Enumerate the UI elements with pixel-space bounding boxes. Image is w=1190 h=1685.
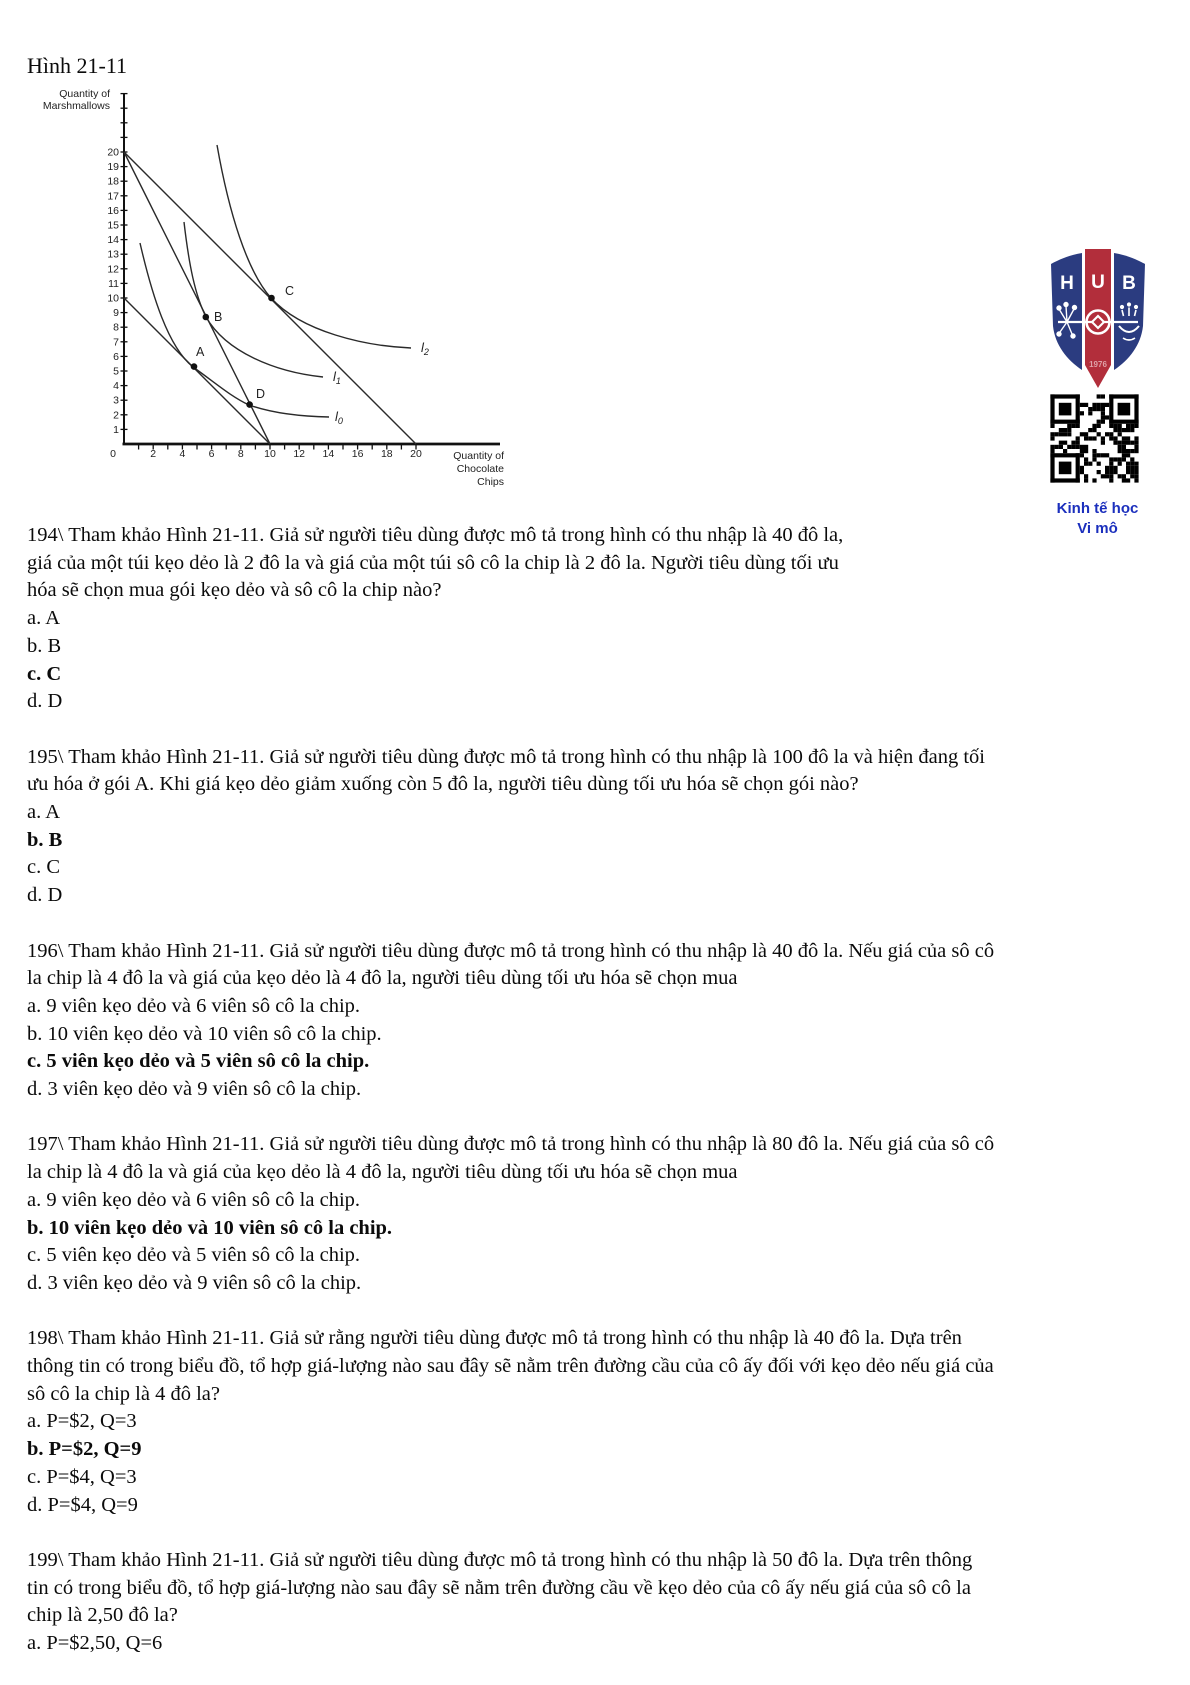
svg-text:Quantity of: Quantity of (453, 450, 504, 462)
y-tick-18: 18 (107, 175, 119, 188)
question-text-line: 194\ Tham khảo Hình 21-11. Giả sử người tiêu dùng được mô tả trong hình có thu nhập là 40 đô la, (27, 524, 844, 546)
x-tick-12: 12 (293, 448, 306, 460)
answer-option-c: c. C (27, 662, 62, 685)
svg-text:Quantity of: Quantity of (59, 88, 110, 100)
question-text-line: la chip là 4 đô la và giá của kẹo dẻo là 4 đô la, người tiêu dùng tối ưu hóa sẽ chọn mua (27, 1161, 738, 1184)
y-tick-5: 5 (113, 365, 119, 378)
answer-option-a: a. P=$2, Q=3 (27, 1410, 137, 1433)
x-axis-tick-labels (110, 448, 422, 460)
answer-option-b: b. 10 viên kẹo dẻo và 10 viên sô cô la chip. (27, 1216, 393, 1239)
x-tick-2: 2 (150, 448, 157, 460)
logo-caption-course: Vi mô (1077, 520, 1118, 537)
y-tick-7: 7 (113, 336, 119, 349)
question-text-line: giá của một túi kẹo dẻo là 2 đô la và giá của một túi sô cô la chip là 2 đô la. Người tiêu dùng tối ưu (27, 551, 839, 574)
y-tick-8: 8 (113, 321, 119, 334)
question-text-line: 199\ Tham khảo Hình 21-11. Giả sử người tiêu dùng được mô tả trong hình có thu nhập là 50 đô la. Dựa trên thông (27, 1548, 973, 1571)
answer-option-d: d. D (27, 690, 63, 713)
question-text-line: la chip là 4 đô la và giá của kẹo dẻo là 4 đô la, người tiêu dùng tối ưu hóa sẽ chọn mua (27, 967, 738, 990)
logo-caption-subject: Kinh tế học (1056, 500, 1139, 517)
point-C-label: C (285, 284, 295, 298)
x-tick-10: 10 (264, 448, 276, 460)
budget-line-20-to-10 (124, 152, 270, 444)
question-196 (27, 938, 1177, 1104)
curve-label-I1: $l_1$ (333, 369, 341, 386)
logo-letter-b: B (1122, 273, 1136, 294)
x-tick-14: 14 (322, 448, 335, 460)
x-axis-title (453, 450, 504, 488)
hub-university-logo (1048, 246, 1148, 394)
answer-option-a: a. 9 viên kẹo dẻo và 6 viên sô cô la chip. (27, 1188, 361, 1211)
point-A-label: A (196, 345, 205, 359)
y-tick-17: 17 (107, 190, 119, 203)
svg-text:Marshmallows: Marshmallows (42, 100, 110, 112)
question-text-line: hóa sẽ chọn mua gói kẹo dẻo và sô cô la chip nào? (27, 579, 442, 602)
budget-line-10-to-10 (124, 298, 270, 444)
question-text-line: 195\ Tham khảo Hình 21-11. Giả sử người tiêu dùng được mô tả trong hình có thu nhập là 100 đô la và hiện đang tối (27, 745, 986, 768)
indifference-curve-chart (30, 85, 510, 495)
y-axis-title (43, 88, 110, 112)
y-tick-19: 19 (107, 161, 119, 174)
answer-option-b: b. 10 viên kẹo dẻo và 10 viên sô cô la chip. (27, 1022, 382, 1045)
answer-option-d: d. 3 viên kẹo dẻo và 9 viên sô cô la chip. (27, 1271, 362, 1294)
x-tick-8: 8 (237, 448, 244, 460)
question-text-line: tin có trong biểu đồ, tổ hợp giá-lượng nào sau đây sẽ nằm trên đường cầu về kẹo dẻo của cô ấy nếu giá của sô cô la (27, 1576, 971, 1599)
y-tick-4: 4 (113, 380, 119, 393)
answer-option-b: b. B (27, 634, 62, 657)
y-tick-3: 3 (113, 394, 119, 407)
question-199 (27, 1547, 1177, 1658)
answer-option-c: c. P=$4, Q=3 (27, 1465, 137, 1488)
question-text-line: sô cô la chip là 4 đô la? (27, 1382, 220, 1405)
indifference-curve-I2 (217, 145, 411, 348)
answer-option-d: d. 3 viên kẹo dẻo và 9 viên sô cô la chip. (27, 1078, 362, 1101)
svg-text:Chips: Chips (477, 476, 504, 488)
question-197 (27, 1131, 1177, 1297)
y-tick-12: 12 (107, 263, 119, 276)
answer-option-c: c. 5 viên kẹo dẻo và 5 viên sô cô la chip. (27, 1244, 361, 1267)
y-tick-14: 14 (107, 234, 119, 247)
origin-label: 0 (110, 448, 116, 460)
question-text-line: ưu hóa ở gói A. Khi giá kẹo dẻo giảm xuống còn 5 đô la, người tiêu dùng tối ưu hóa sẽ chọn gói nào? (27, 773, 859, 796)
y-tick-11: 11 (108, 277, 119, 290)
question-text-line: 198\ Tham khảo Hình 21-11. Giả sử rằng người tiêu dùng được mô tả trong hình có thu nhập là 40 đô la. Dựa trên (27, 1327, 962, 1350)
logo-letter-u: U (1091, 272, 1105, 293)
indifference-curve-I1 (184, 222, 323, 377)
y-axis-tick-labels (107, 147, 119, 436)
questions-section (27, 522, 1177, 1685)
answer-option-b: b. P=$2, Q=9 (27, 1438, 142, 1461)
indifference-curve-I0 (140, 243, 329, 417)
x-tick-18: 18 (380, 448, 393, 460)
logo-year: 1976 (1089, 360, 1107, 369)
question-195 (27, 744, 1177, 910)
point-C-dot (268, 295, 275, 302)
answer-option-a: a. 9 viên kẹo dẻo và 6 viên sô cô la chip. (27, 994, 361, 1017)
y-tick-2: 2 (113, 409, 119, 422)
question-text-line: thông tin có trong biểu đồ, tổ hợp giá-lượng nào sau đây sẽ nằm trên đường cầu của cô ấy đối với kẹo dẻo nếu giá của (27, 1355, 994, 1378)
answer-option-c: c. 5 viên kẹo dẻo và 5 viên sô cô la chip. (27, 1050, 370, 1073)
curve-label-I2: $l_2$ (421, 340, 429, 357)
indifference-curves (140, 145, 411, 417)
answer-option-d: d. D (27, 884, 63, 907)
answer-option-d: d. P=$4, Q=9 (27, 1493, 138, 1516)
figure-title: Hình 21-11 (27, 53, 128, 78)
qr-code (1046, 390, 1143, 487)
answer-option-a: a. P=$2,50, Q=6 (27, 1632, 163, 1655)
logo-letter-h: H (1060, 273, 1074, 294)
point-D-label: D (256, 387, 266, 401)
y-tick-1: 1 (113, 423, 119, 436)
question-text-line: 197\ Tham khảo Hình 21-11. Giả sử người tiêu dùng được mô tả trong hình có thu nhập là 80 đô la. Nếu giá của sô cô (27, 1133, 995, 1156)
x-tick-6: 6 (208, 448, 215, 460)
question-198 (27, 1325, 1177, 1519)
point-D-dot (246, 401, 253, 408)
answer-option-c: c. C (27, 856, 61, 879)
y-tick-10: 10 (107, 292, 119, 305)
y-tick-13: 13 (107, 248, 119, 261)
answer-option-a: a. A (27, 801, 61, 824)
question-text-line: chip là 2,50 đô la? (27, 1604, 178, 1627)
y-tick-6: 6 (113, 350, 119, 363)
question-text-line: 196\ Tham khảo Hình 21-11. Giả sử người tiêu dùng được mô tả trong hình có thu nhập là 40 đô la. Nếu giá của sô cô (27, 939, 995, 962)
point-B-dot (203, 314, 210, 321)
answer-option-b: b. B (27, 828, 63, 851)
y-tick-9: 9 (113, 307, 119, 320)
y-tick-20: 20 (107, 146, 119, 159)
point-A-dot (191, 363, 198, 370)
question-194 (27, 522, 1177, 716)
answer-option-a: a. A (27, 607, 61, 630)
svg-text:Chocolate: Chocolate (456, 463, 504, 475)
point-B-label: B (214, 310, 223, 324)
y-tick-15: 15 (107, 219, 119, 232)
curve-label-I0: $l_0$ (335, 409, 343, 426)
x-tick-16: 16 (351, 448, 364, 460)
x-tick-20: 20 (410, 448, 422, 460)
x-tick-4: 4 (179, 448, 186, 460)
y-tick-16: 16 (107, 204, 119, 217)
